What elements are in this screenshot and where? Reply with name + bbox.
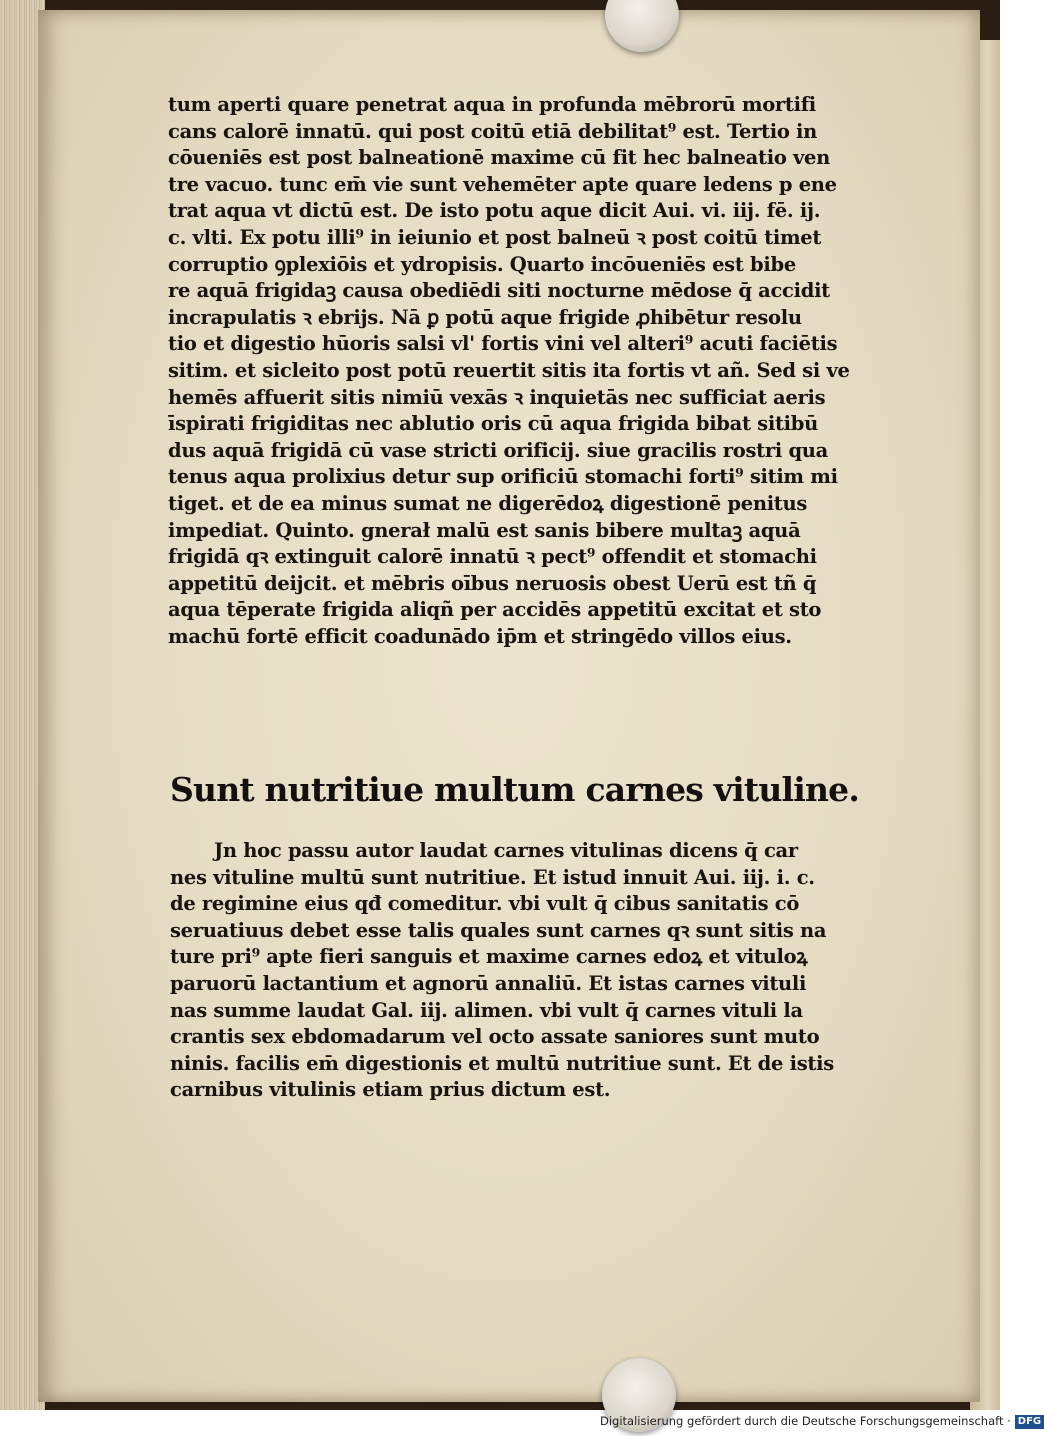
text-line: corruptio ꝯplexiōis et ydropisis. Quarto incōueniēs est bibe [168,252,796,276]
main-text-block [168,92,858,650]
text-line: tiget. et de ea minus sumat ne digerēdoꝝ digestionē penitus [168,491,808,515]
text-line: crantis sex ebdomadarum vel octo assate saniores sunt muto [170,1025,820,1049]
text-line: hemēs affuerit sitis nimiū vexās ꝛ inquietās nec sufficiat aeris [168,385,826,409]
text-line: cans calorē innatū. qui post coitū etiā debilitat⁹ est. Tertio in [168,119,818,143]
text-line: nas summe laudat Gal. iij. alimen. vbi vult q̄ carnes vituli la [170,998,803,1022]
dfg-logo: DFG [1015,1415,1044,1429]
text-line: Jn hoc passu autor laudat carnes vitulinas dicens q̄ car [214,839,798,862]
text-line: dus aquā frigidā cū vase stricti orificij. siue gracilis rostri qua [168,438,828,462]
commentary-text-block [170,838,860,1104]
text-line: appetitū deijcit. et mēbris oībus neruosis obest Uerū est tñ q̄ [168,571,817,595]
digitization-credit [600,1414,1042,1432]
text-line: tum aperti quare penetrat aqua in profunda mēbrorū mortifi [168,93,816,116]
text-line: sitim. et sicleito post potū reuertit sitis ita fortis vt añ. Sed si ve [168,358,850,382]
text-line: cōueniēs est post balneationē maxime cū fit hec balneatio ven [168,146,831,170]
text-line: c. vlti. Ex potu illi⁹ in ieiunio et post balneū ꝛ post coitū timet [168,225,822,249]
credit-text: Digitalisierung gefördert durch die Deutsche Forschungsgemeinschaft · [600,1414,1011,1428]
text-line: tre vacuo. tunc em̄ vie sunt vehemēter apte quare ledens p ene [168,172,837,196]
text-line: aqua tēperate frigida aliqñ per accidēs appetitū excitat et sto [168,598,822,622]
text-line: tio et digestio hūoris salsi vl' fortis vini vel alteri⁹ acuti faciētis [168,332,838,356]
text-line: incrapulatis ꝛ ebrijs. Nā ꝑ potū aque frigide ꝓhibētur resolu [168,305,802,329]
text-line: ture pri⁹ apte fieri sanguis et maxime carnes edoꝝ et vituloꝝ [170,945,808,969]
text-line: impediat. Quinto. gnerał malū est sanis bibere multaꝫ aquā [168,518,801,542]
text-line: seruatiuus debet esse talis quales sunt carnes qꝛ sunt sitis na [170,918,827,942]
text-line: frigidā qꝛ extinguit calorē innatū ꝛ pect⁹ offendit et stomachi [168,545,817,569]
text-line: trat aqua vt dictū est. De isto potu aque dicit Aui. vi. iij. fē. ij. [168,199,821,223]
text-line: tenus aqua prolixius detur sup orificiū stomachi forti⁹ sitim mi [168,465,838,489]
text-line: nes vituline multū sunt nutritiue. Et istud innuit Aui. iij. i. c. [170,865,815,889]
text-line: de regimine eius qđ comeditur. vbi vult q̄ cibus sanitatis cō [170,892,800,916]
text-line: re aquā frigidaꝫ causa obediēdi siti nocturne mēdose q̄ accidit [168,279,830,303]
text-line: machū fortē efficit coadunādo ip̄m et stringēdo villos eius. [168,624,792,648]
text-line: īspirati frigiditas nec ablutio oris cū aqua frigida bibat sitibū [168,412,818,436]
text-line: ninis. facilis em̄ digestionis et multū nutritiue sunt. Et de istis [170,1051,834,1075]
text-line: paruorū lactantium et agnorū annaliū. Et istas carnes vituli [170,971,807,995]
text-line: carnibus vitulinis etiam prius dictum est. [170,1078,611,1102]
section-heading: Sunt nutritiue multum carnes vituline. [170,770,860,809]
